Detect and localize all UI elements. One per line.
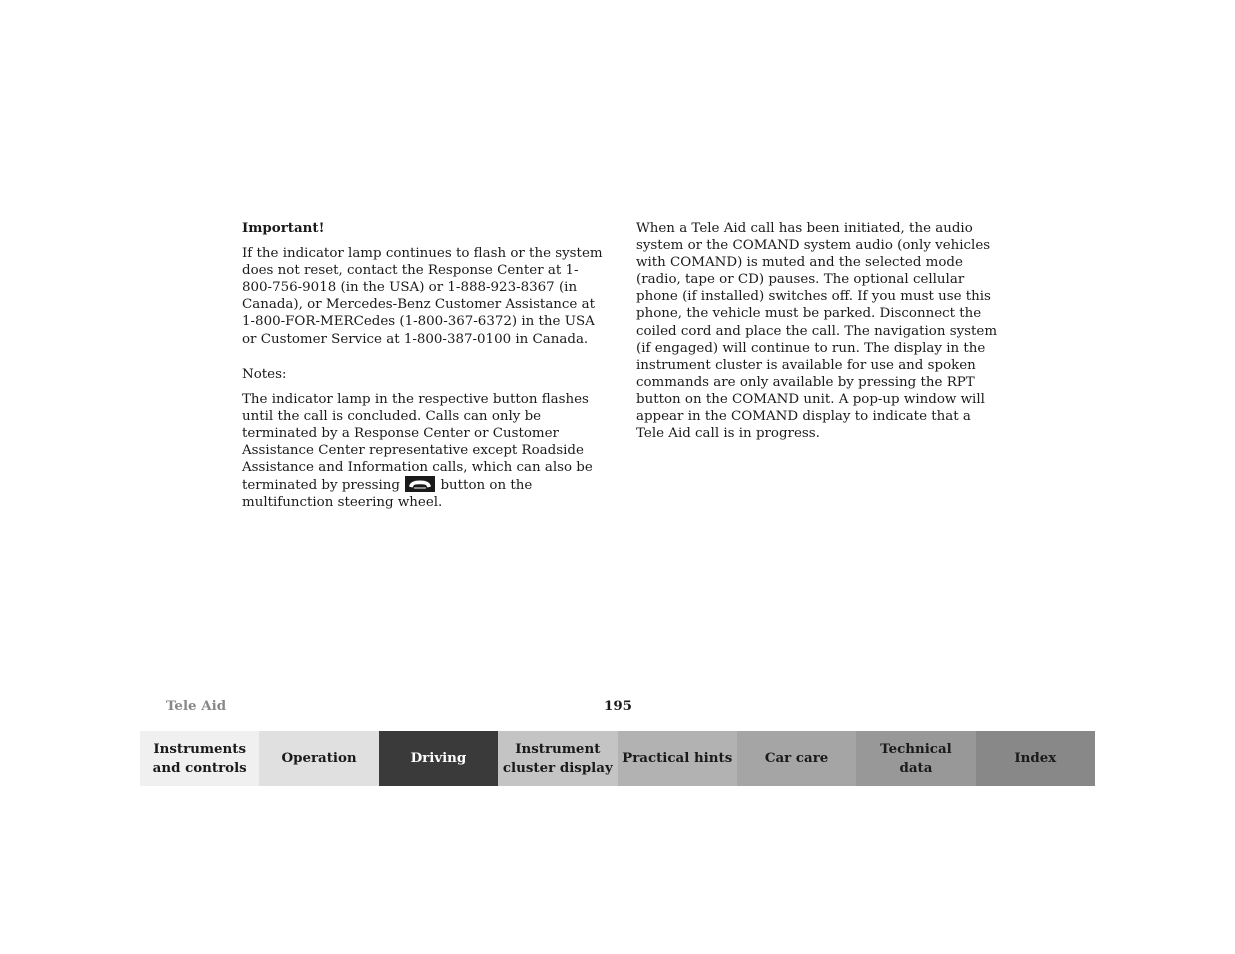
important-text: If the indicator lamp continues to flash or the system does not reset, contact the Response Center at 1-800-756-9018 (in the USA) or 1-888-923-8367 (in Canada), or Mercedes-Benz Customer Assistance at 1-800-FOR-MERCedes (1-800-367-6372) in the USA or Customer Service at 1-800-387-0100 in Canada.	[242, 246, 603, 347]
notes-label: Notes:	[242, 366, 287, 382]
notes-text-part-1: The indicator lamp in the respective button flashes until the call is concluded. Calls can only be terminated by a Response Center or Customer Assistance Center representative except Roadside Assistance and Information calls, which can also be terminated by pressing	[242, 391, 593, 494]
notes-text-part-2: button on the multifunction steering wheel.	[242, 478, 533, 511]
nav-tab-operation[interactable]: Operation	[259, 731, 378, 786]
tele-aid-call-paragraph: When a Tele Aid call has been initiated, the audio system or the COMAND system audio (only vehicles with COMAND) is muted and the selected mode (radio, tape or CD) pauses. The optional cellular phone (if installed) switches off. If you must use this phone, the vehicle must be parked. Disconnect the coiled cord and place the call. The navigation system (if engaged) will continue to run. The display in the instrument cluster is available for use and spoken commands are only available by pressing the RPT button on the COMAND unit. A pop-up window will appear in the COMAND display to indicate that a Tele Aid call is in progress.	[636, 221, 998, 442]
notes-text	[242, 391, 604, 512]
section-title: Tele Aid	[166, 698, 227, 714]
page-number: 195	[604, 698, 632, 714]
nav-tab-practical-hints[interactable]: Practical hints	[618, 731, 737, 786]
important-heading: Important!	[242, 220, 325, 236]
nav-tab-technical-data[interactable]: Technical data	[856, 731, 975, 786]
left-column	[242, 220, 604, 511]
chapter-nav-bar	[140, 731, 1095, 786]
nav-tab-car-care[interactable]: Car care	[737, 731, 856, 786]
nav-tab-instrument-cluster-display[interactable]: Instrument cluster display	[498, 731, 617, 786]
end-call-button-icon	[405, 476, 435, 492]
right-column	[636, 220, 998, 442]
nav-tab-instruments-and-controls[interactable]: Instruments and controls	[140, 731, 259, 786]
nav-tab-driving[interactable]: Driving	[379, 731, 498, 786]
nav-tab-index[interactable]: Index	[976, 731, 1095, 786]
